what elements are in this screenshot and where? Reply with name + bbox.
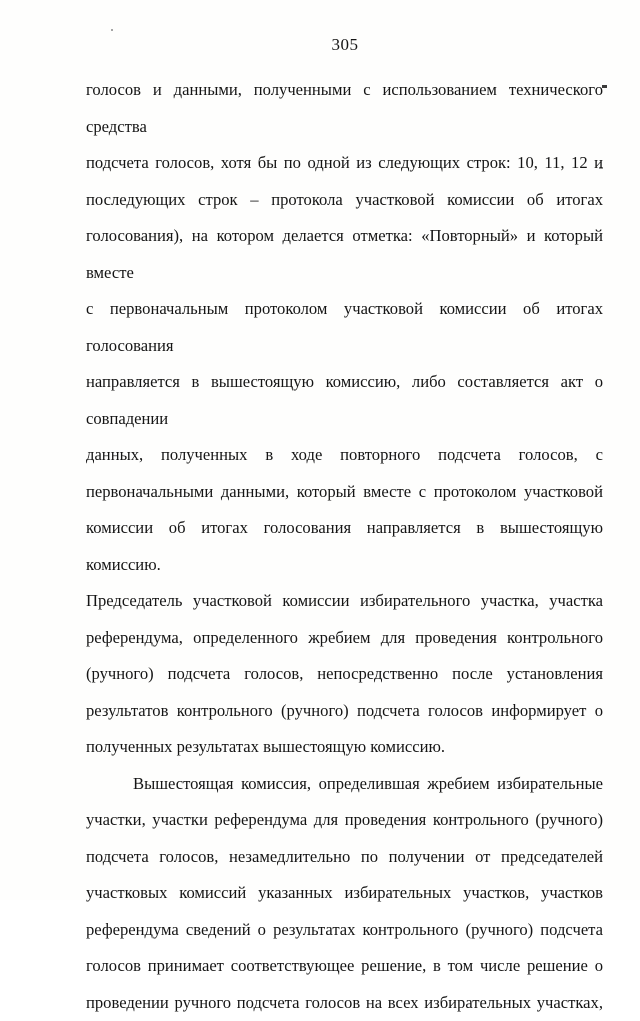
paragraph-1 (86, 72, 603, 766)
text-line: полученных результатах вышестоящую комиссию. (86, 729, 603, 766)
text-line: участки, участки референдума для проведения контрольного (ручного) (86, 802, 603, 839)
text-line: Председатель участковой комиссии избирательного участка, участка (86, 583, 603, 620)
text-line: проведении ручного подсчета голосов на всех избирательных участках, (86, 985, 603, 1021)
paragraph-2 (86, 766, 603, 1021)
text-line: голосования), на котором делается отметка: «Повторный» и который вместе (86, 218, 603, 291)
text-block (86, 72, 603, 1021)
text-line: подсчета голосов, незамедлительно по получении от председателей (86, 839, 603, 876)
text-line: результатов контрольного (ручного) подсчета голосов информирует о (86, 693, 603, 730)
text-line: первоначальными данными, который вместе с протоколом участковой (86, 474, 603, 511)
text-line: референдума сведений о результатах контрольного (ручного) подсчета (86, 912, 603, 949)
text-line: Вышестоящая комиссия, определившая жребием избирательные (86, 766, 603, 803)
text-line: референдума, определенного жребием для проведения контрольного (86, 620, 603, 657)
text-line: последующих строк – протокола участковой комиссии об итогах (86, 182, 603, 219)
text-line: голосов и данными, полученными с использованием технического средства (86, 72, 603, 145)
scan-artifact (111, 29, 113, 31)
text-line: (ручного) подсчета голосов, непосредственно после установления (86, 656, 603, 693)
text-line: направляется в вышестоящую комиссию, либо составляется акт о совпадении (86, 364, 603, 437)
text-line: подсчета голосов, хотя бы по одной из следующих строк: 10, 11, 12 и (86, 145, 603, 182)
text-line: с первоначальным протоколом участковой комиссии об итогах голосования (86, 291, 603, 364)
text-line: участковых комиссий указанных избирательных участков, участков (86, 875, 603, 912)
page-number: 305 (86, 35, 604, 55)
text-line: голосов принимает соответствующее решение, в том числе решение о (86, 948, 603, 985)
text-line: комиссии об итогах голосования направляется в вышестоящую комиссию. (86, 510, 603, 583)
text-line: данных, полученных в ходе повторного подсчета голосов, с (86, 437, 603, 474)
